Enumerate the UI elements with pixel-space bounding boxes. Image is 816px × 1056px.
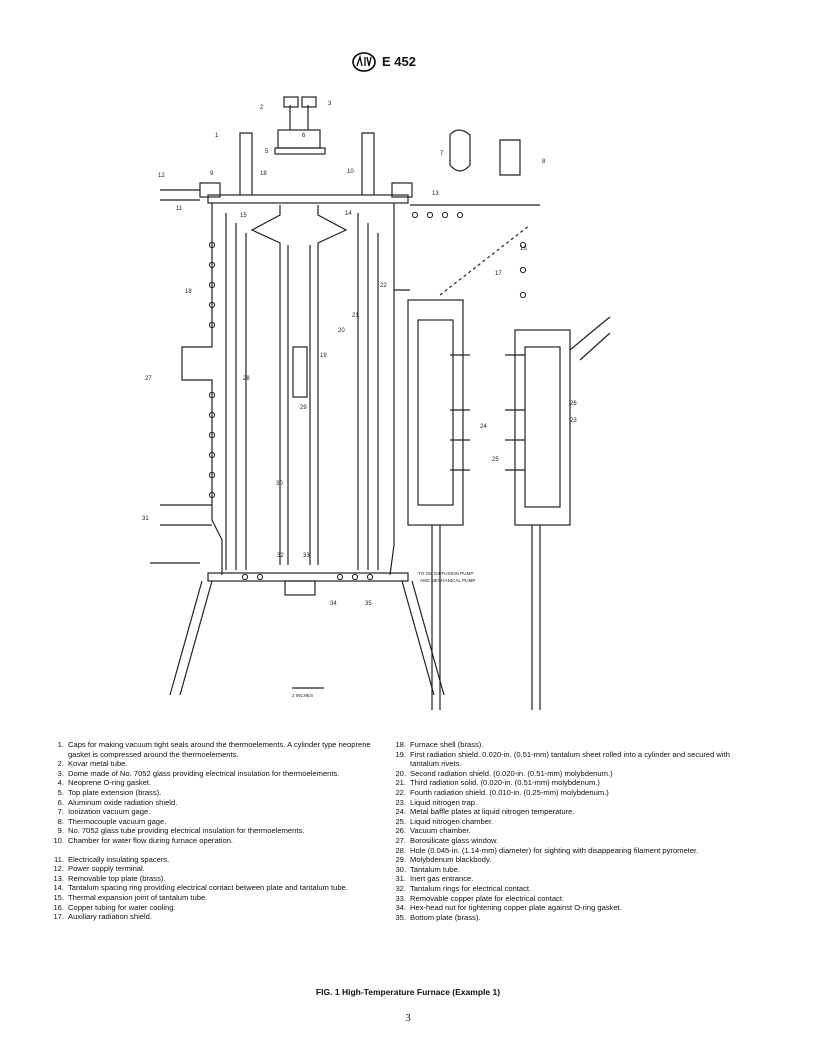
legend-item: 33. Removable copper plate for electrical contact. (395, 893, 565, 903)
legend-item: 4. Neoprene O-ring gasket. (57, 778, 152, 788)
legend-item: 34. Hex-head nut for tightening copper plate against O-ring gasket. (395, 903, 622, 913)
callout: 24 (480, 424, 487, 430)
legend-item: 20. Second radiation shield. (0.020-in. (0.51-mm) molybdenum.) (395, 768, 613, 778)
callout: 19 (320, 353, 327, 359)
callout: 11 (176, 206, 183, 212)
callout: 17 (495, 271, 502, 277)
callout: 35 (365, 601, 372, 607)
legend-item: 7. Ionization vacuum gage. (57, 807, 151, 817)
furnace-diagram (140, 85, 680, 710)
legend-item: 3. Dome made of No. 7052 glass providing electrical insulation for thermoelements. (57, 768, 340, 778)
callout: 2 (260, 105, 264, 111)
legend-item: 6. Aluminum oxide radiation shield. (57, 797, 178, 807)
callout: 3 (328, 101, 332, 107)
legend-item: 11. Electrically insulating spacers. (54, 854, 170, 864)
legend-item: 31. Inert gas entrance. (395, 874, 474, 884)
callout: 26 (570, 401, 577, 407)
legend-item: 30. Tantalum tube. (395, 864, 460, 874)
legend-item: 10. Chamber for water flow during furnace operation. (53, 835, 234, 845)
legend-item: 12. Power supply terminal. (53, 864, 145, 874)
callout: 1 (215, 133, 219, 139)
callout: 7 (440, 151, 444, 157)
callout: 10 (347, 169, 354, 175)
callout: 15 (240, 213, 247, 219)
legend-item: 13. Removable top plate (brass). (53, 873, 166, 883)
legend-item: 5. Top plate extension (brass). (57, 787, 162, 797)
legend-item: 15. Thermal expansion joint of tantalum tube. (53, 892, 208, 902)
legend-item: 17. Auxiliary radiation shield. (53, 912, 152, 922)
legend-item: 27. Borosilicate glass window. (395, 835, 499, 845)
callout: 20 (338, 328, 345, 334)
legend-item: 25. Liquid nitrogen chamber. (395, 816, 494, 826)
legend-item: 1. Caps for making vacuum tight seals around the thermoelements. A cylinder type neoprene gasket is compressed around the thermoelements. (57, 740, 371, 759)
figure-caption: FIG. 1 High-Temperature Furnace (Example 1) (315, 987, 501, 997)
callout: 16 (520, 246, 527, 252)
callout: 28 (243, 376, 250, 382)
callout: 32 (277, 553, 284, 559)
legend-item: 23. Liquid nitrogen trap. (395, 797, 478, 807)
page-header (0, 52, 816, 76)
legend-item: 32. Tantalum rings for electrical contact. (395, 883, 532, 893)
callout: 12 (158, 173, 165, 179)
callout: 6 (302, 133, 306, 139)
inset-label: TO OIL DIFFUSION PUMP (418, 571, 474, 576)
legend-item: 24. Metal baffle plates at liquid nitrogen temperature. (395, 807, 575, 817)
legend-left (48, 740, 378, 922)
callout: 31 (142, 516, 149, 522)
legend-item: 19. First radiation shield. 0.020-in. (0.51-mm) tantalum sheet rolled into a cylinder and secured with tantalum rivets. (395, 749, 730, 769)
callout: 8 (542, 159, 546, 165)
callout: 21 (352, 313, 359, 319)
legend-item: 9. No. 7052 glass tube providing electrical insulation for thermoelements. (57, 826, 305, 836)
callout: 13 (432, 191, 439, 197)
callout: 25 (492, 457, 499, 463)
callout: 22 (380, 283, 387, 289)
legend-right (390, 740, 750, 922)
callout: 23 (570, 418, 577, 424)
document-number: E 452 (382, 54, 416, 69)
callout: 30 (276, 481, 283, 487)
astm-logo (352, 52, 376, 72)
scale-label: 2 INCHES (292, 693, 314, 698)
callout: 9 (210, 171, 214, 177)
legend-item: 35. Bottom plate (brass). (395, 912, 481, 922)
legend-item: 28. Hole (0.045-in. (1.14-mm) diameter) for sighting with disappearing filament pyrometer. (395, 845, 699, 855)
legend-item: 14. Tantalum spacing ring providing electrical contact between plate and tantalum tube. (53, 883, 348, 893)
callout: 27 (145, 376, 152, 382)
callout: 29 (300, 405, 307, 411)
legend-item: 16. Copper tubing for water cooling. (53, 902, 176, 912)
legend-item: 21. Third radiation solid. (0.020-in. (0.51-mm) molybdenum.) (395, 778, 600, 788)
legend-item: 8. Thermocouple vacuum gage. (57, 816, 167, 826)
callout: 18 (185, 289, 192, 295)
callout: 5 (265, 149, 269, 155)
page-number: 3 (405, 1012, 411, 1024)
callout: 34 (330, 601, 337, 607)
callout: 33 (303, 553, 310, 559)
legend-item: 18. Furnace shell (brass). (395, 740, 484, 749)
callout: 18 (260, 171, 267, 177)
callout: 14 (345, 211, 352, 217)
legend-item: 26. Vacuum chamber. (395, 826, 471, 836)
inset-label: AND MECHANICAL PUMP (420, 578, 476, 583)
legend-item: 2. Kovar metal tube. (57, 759, 128, 769)
legend-item: 22. Fourth radiation shield. (0.010-in. (0.25-mm) molybdenum.) (395, 787, 609, 797)
legend-item: 29. Molybdenum blackbody. (395, 855, 492, 865)
